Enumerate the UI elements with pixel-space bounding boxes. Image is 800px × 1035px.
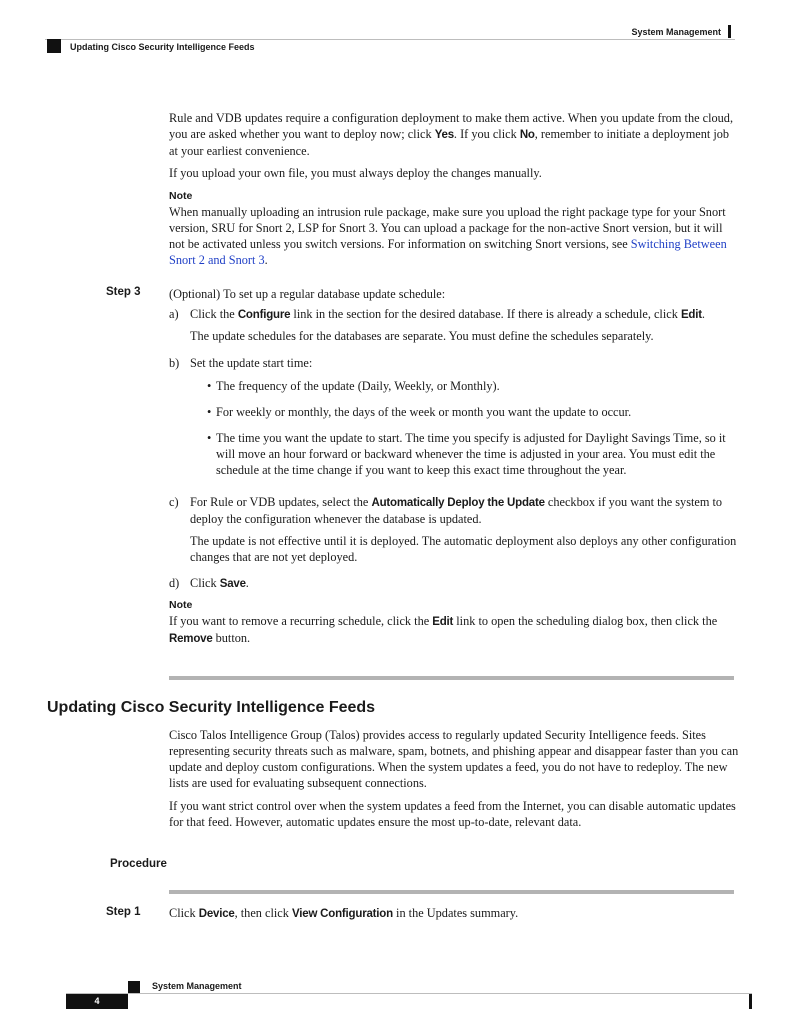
header-bar: [728, 25, 731, 38]
bullet-marker: •: [207, 405, 212, 419]
intro-paragraph-2: If you upload your own file, you must always deploy the changes manually.: [169, 166, 542, 180]
step-3-label: Step 3: [106, 286, 141, 298]
substep-c-pre: For Rule or VDB updates, select the: [190, 495, 372, 509]
configure-ui-label: Configure: [237, 309, 291, 321]
substep-a-marker: a): [169, 307, 179, 321]
procedure-end-rule: [169, 676, 734, 680]
substep-a-mid: link in the section for the desired database. If there is already a schedule, click: [290, 307, 681, 321]
bullet-item-frequency: The frequency of the update (Daily, Weekly, or Monthly).: [216, 379, 500, 393]
save-ui-label: Save: [219, 578, 246, 590]
snort-switching-link[interactable]: Switching Between Snort 2 and Snort 3: [169, 237, 727, 267]
substep-d-post: .: [245, 576, 249, 590]
bullet-marker: •: [207, 379, 212, 393]
step-1-label: Step 1: [106, 906, 141, 918]
note-label: Note: [169, 190, 193, 202]
device-ui-label: Device: [198, 908, 235, 920]
bullet-item-time: The time you want the update to start. The time you specify is adjusted for Daylight Savings Time, so it will move an hour forward or backward whenever the time is adjusted in your area. You must edit the schedule at the time change if you want to keep this exact time throughout the year.: [216, 431, 726, 477]
step-1-post: in the Updates summary.: [392, 906, 519, 920]
step-1-text: [169, 905, 739, 922]
footer-rule: [66, 993, 752, 994]
section-heading: Updating Cisco Security Intelligence Feeds: [47, 699, 376, 716]
footer-block: [128, 981, 140, 993]
substep-a-post: .: [701, 307, 705, 321]
substep-a-pre: Click the: [190, 307, 238, 321]
schedule-note-post: button.: [212, 631, 251, 645]
schedule-note-pre: If you want to remove a recurring schedule, click the: [169, 614, 433, 628]
step-1-mid: , then click: [234, 906, 292, 920]
intro-p1-text-a: Rule and VDB updates require a configuration deployment to make them active. When you update from the cloud, you are asked whether you want to deploy now; click: [169, 111, 734, 141]
bullet-item-days: For weekly or monthly, the days of the week or month you want the update to occur.: [216, 405, 632, 419]
bullet-marker: •: [207, 431, 212, 445]
substep-c-post: checkbox if you want the system to deploy the configuration whenever the database is updated.: [190, 495, 723, 526]
substep-c-text: [190, 494, 740, 527]
intro-p1-text-c: , remember to initiate a deployment job at your earliest convenience.: [169, 127, 730, 158]
schedule-note-mid: link to open the scheduling dialog box, then click the: [453, 614, 718, 628]
schedule-note-text: [169, 613, 739, 647]
intro-paragraph-1: [169, 110, 739, 159]
procedure-label: Procedure: [110, 858, 167, 870]
section-paragraph-2: If you want strict control over when the system updates a feed from the Internet, you can disable automatic updates for that feed. However, automatic updates ensure the most up-to-date, relevant data.: [169, 799, 736, 829]
intro-p1-text-b: . If you click: [453, 127, 520, 141]
page-number: 4: [66, 994, 128, 1009]
note-label: Note: [169, 599, 193, 611]
footer-chapter-title: System Management: [152, 981, 242, 991]
yes-ui-label: Yes: [434, 129, 454, 141]
substep-b-text: Set the update start time:: [190, 356, 313, 370]
note-end: .: [264, 253, 268, 267]
auto-deploy-ui-label: Automatically Deploy the Update: [371, 497, 545, 509]
header-chapter-title: System Management: [631, 27, 721, 37]
substep-d-pre: Click: [190, 576, 220, 590]
substep-d-text: [190, 575, 740, 592]
substep-d-marker: d): [169, 576, 180, 590]
section-paragraph-1: Cisco Talos Intelligence Group (Talos) provides access to regularly updated Security Intelligence feeds. Sites representing security threats such as malware, spam, botnets, and phishing appear and disappear faster than you can update and deploy custom configurations. When the system updates a feed, you do not have to redeploy. The new lists are used for evaluating subsequent connections.: [169, 728, 739, 790]
substep-a-subtext: The update schedules for the databases are separate. You must define the schedules separately.: [190, 329, 654, 343]
header-rule: [45, 39, 735, 40]
no-ui-label: No: [519, 129, 535, 141]
substep-c-subtext: The update is not effective until it is deployed. The automatic deployment also deploys any other configuration changes that are not yet deployed.: [190, 534, 737, 564]
edit-ui-label: Edit: [680, 309, 702, 321]
header-block: [47, 39, 61, 53]
procedure-rule: [169, 890, 734, 894]
remove-ui-label: Remove: [169, 633, 213, 645]
step-3-text: (Optional) To set up a regular database update schedule:: [169, 287, 446, 301]
substep-a-text: [190, 306, 740, 323]
step-1-pre: Click: [169, 906, 199, 920]
note-text: [169, 204, 739, 268]
footer-bar: [749, 994, 752, 1009]
header-section-title: Updating Cisco Security Intelligence Feeds: [70, 42, 255, 52]
note-body: When manually uploading an intrusion rule package, make sure you upload the right package type for your Snort version, SRU for Snort 2, LSP for Snort 3. You can upload a package for the non-active Snort version, but it will not be activated unless you switch versions. For information on switching Snort versions, see: [169, 205, 726, 251]
view-configuration-ui-label: View Configuration: [291, 908, 393, 920]
substep-b-marker: b): [169, 356, 180, 370]
edit-ui-label: Edit: [432, 616, 454, 628]
substep-c-marker: c): [169, 495, 179, 509]
